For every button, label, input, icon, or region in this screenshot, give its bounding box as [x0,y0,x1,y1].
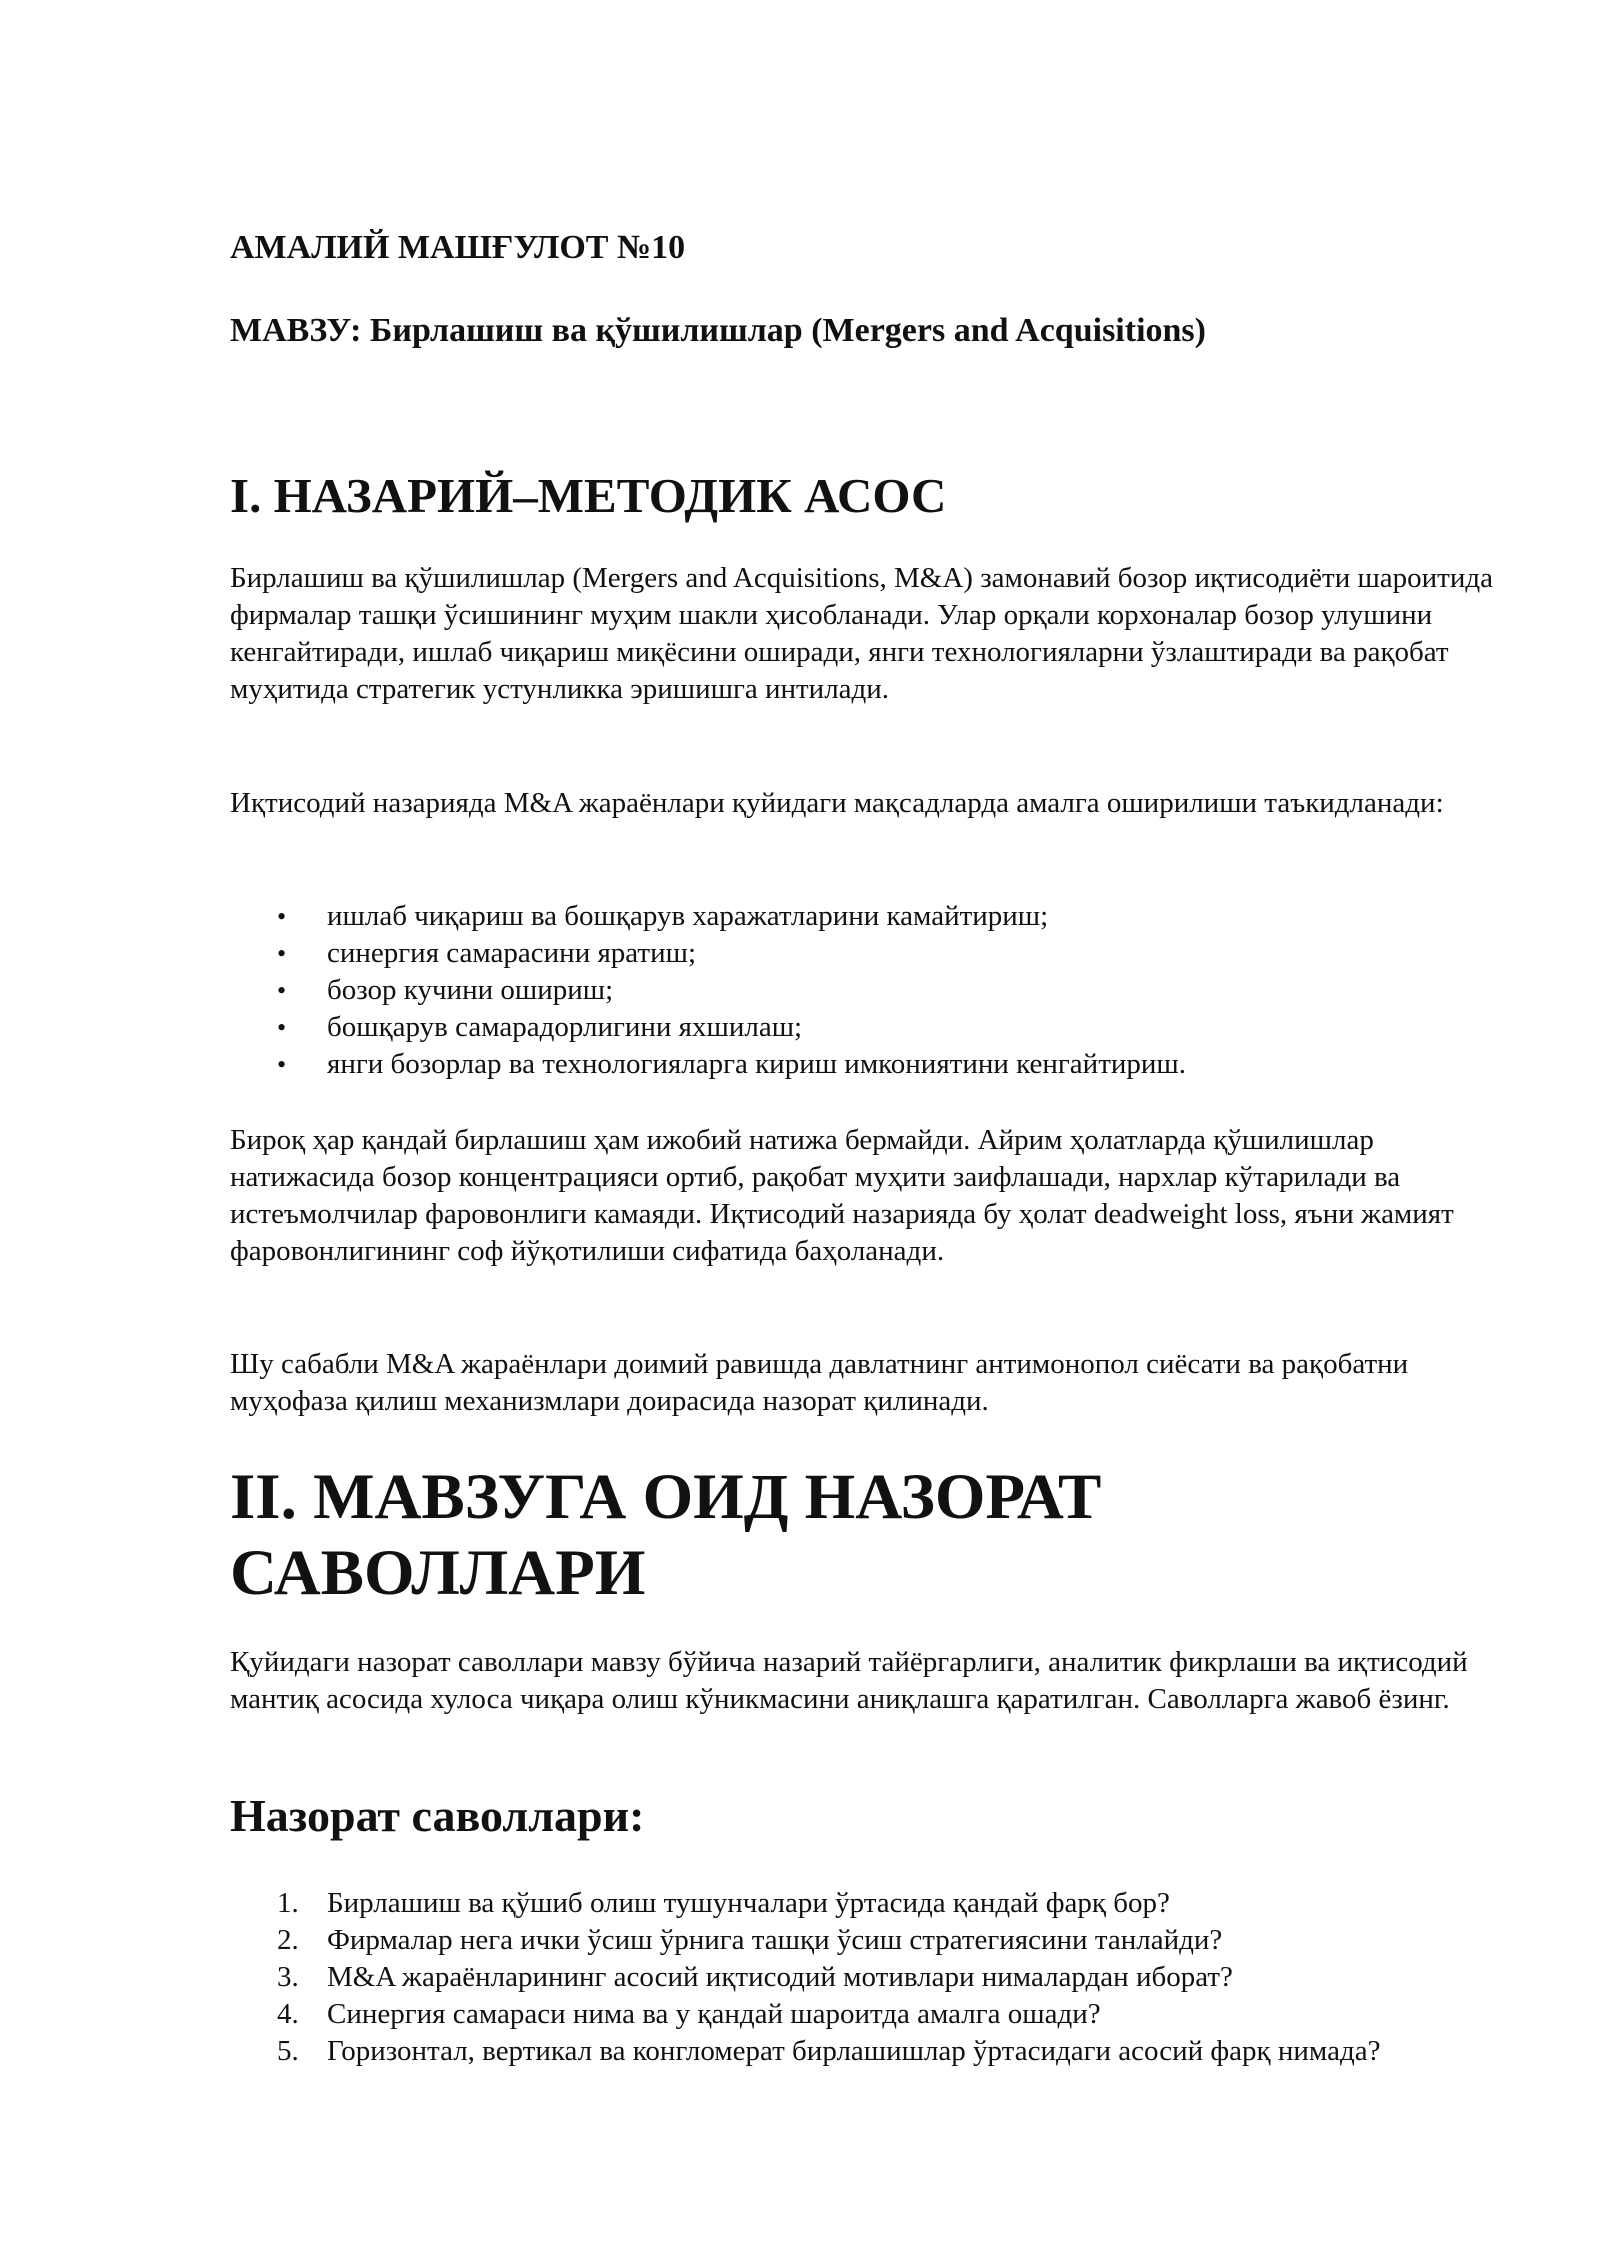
question-number: 2. [277,1924,299,1956]
list-item [230,1046,1520,1083]
bullet-icon: • [277,976,287,1005]
list-item-text: янги бозорлар ва технологияларга кириш имкониятини кенгайтириш. [327,1048,1186,1080]
section1-paragraph-2: Иқтисодий назарияда M&A жараёнлари қуйидаги мақсадларда амалга оширилиши таъкидланади: [230,787,1444,819]
list-item-text: ишлаб чиқариш ва бошқарув харажатларини камайтириш; [327,900,1049,932]
goals-bullet-list [230,898,1520,1083]
bullet-icon: • [277,1013,287,1042]
list-item [230,898,1520,935]
question-number: 1. [277,1887,299,1919]
question-text: Фирмалар нега ички ўсиш ўрнига ташқи ўсиш стратегиясини танлайди? [327,1924,1223,1956]
list-item [230,972,1520,1009]
question-text: M&A жараёнларининг асосий иқтисодий мотивлари нималардан иборат? [327,1961,1233,1993]
list-item-text: бошқарув самарадорлигини яхшилаш; [327,1011,803,1043]
question-number: 4. [277,1998,299,2030]
question-item [230,1885,1520,1922]
section1-heading: I. НАЗАРИЙ–МЕТОДИК АСОС [230,468,947,523]
section1-paragraph-1: Бирлашиш ва қўшилишлар (Mergers and Acquisitions, M&A) замонавий бозор иқтисодиёти шароитида фирмалар ташқи ўсишининг муҳим шакли ҳисобланади. Улар орқали корхоналар бозор улушини кенгайтиради, ишлаб чиқариш миқёсини оширади, янги технологияларни ўзлаштиради ва рақобат муҳитида стратегик устунликка эришишга интилади. [230,562,1494,705]
question-item [230,1922,1520,1959]
list-item [230,935,1520,972]
question-item [230,1959,1520,1996]
question-text: Горизонтал, вертикал ва конгломерат бирлашишлар ўртасидаги асосий фарқ нимада? [327,2035,1381,2067]
questions-heading: Назорат саволлари: [230,1790,645,1841]
question-number: 3. [277,1961,299,1993]
question-text: Бирлашиш ва қўшиб олиш тушунчалари ўртасида қандай фарқ бор? [327,1887,1170,1919]
bullet-icon: • [277,902,287,931]
list-item [230,1009,1520,1046]
list-item-text: синергия самарасини яратиш; [327,937,696,969]
question-item [230,1996,1520,2033]
section1-paragraph-4: Шу сабабли M&A жараёнлари доимий равишда давлатнинг антимонопол сиёсати ва рақобатни муҳофаза қилиш механизмлари доирасида назорат қилинади. [230,1348,1409,1417]
bullet-icon: • [277,939,287,968]
section2-intro: Қуйидаги назорат саволлари мавзу бўйича назарий тайёргарлиги, аналитик фикрлаши ва иқтисодий мантиқ асосида хулоса чиқара олиш кўникмасини аниқлашга қаратилган. Саволларга жавоб ёзинг. [230,1646,1468,1715]
question-text: Синергия самараси нима ва у қандай шароитда амалга ошади? [327,1998,1101,2030]
document-topic: МАВЗУ: Бирлашиш ва қўшилишлар (Mergers and Acquisitions) [230,312,1206,349]
bullet-icon: • [277,1050,287,1079]
document-title: АМАЛИЙ МАШҒУЛОТ №10 [230,229,686,266]
question-item [230,2033,1520,2070]
section2-heading: II. МАВЗУГА ОИД НАЗОРАТ САВОЛЛАРИ [230,1461,1102,1609]
question-number: 5. [277,2035,299,2067]
section1-paragraph-3: Бироқ ҳар қандай бирлашиш ҳам ижобий натижа бермайди. Айрим ҳолатларда қўшилишлар натижасида бозор концентрацияси ортиб, рақобат муҳити заифлашади, нархлар кўтарилади ва истеъмолчилар фаровонлиги камаяди. Иқтисодий назарияда бу ҳолат deadweight loss, яъни жамият фаровонлигининг соф йўқотилиши сифатида баҳоланади. [230,1124,1454,1267]
list-item-text: бозор кучини ошириш; [327,974,614,1006]
questions-list [230,1885,1520,2070]
